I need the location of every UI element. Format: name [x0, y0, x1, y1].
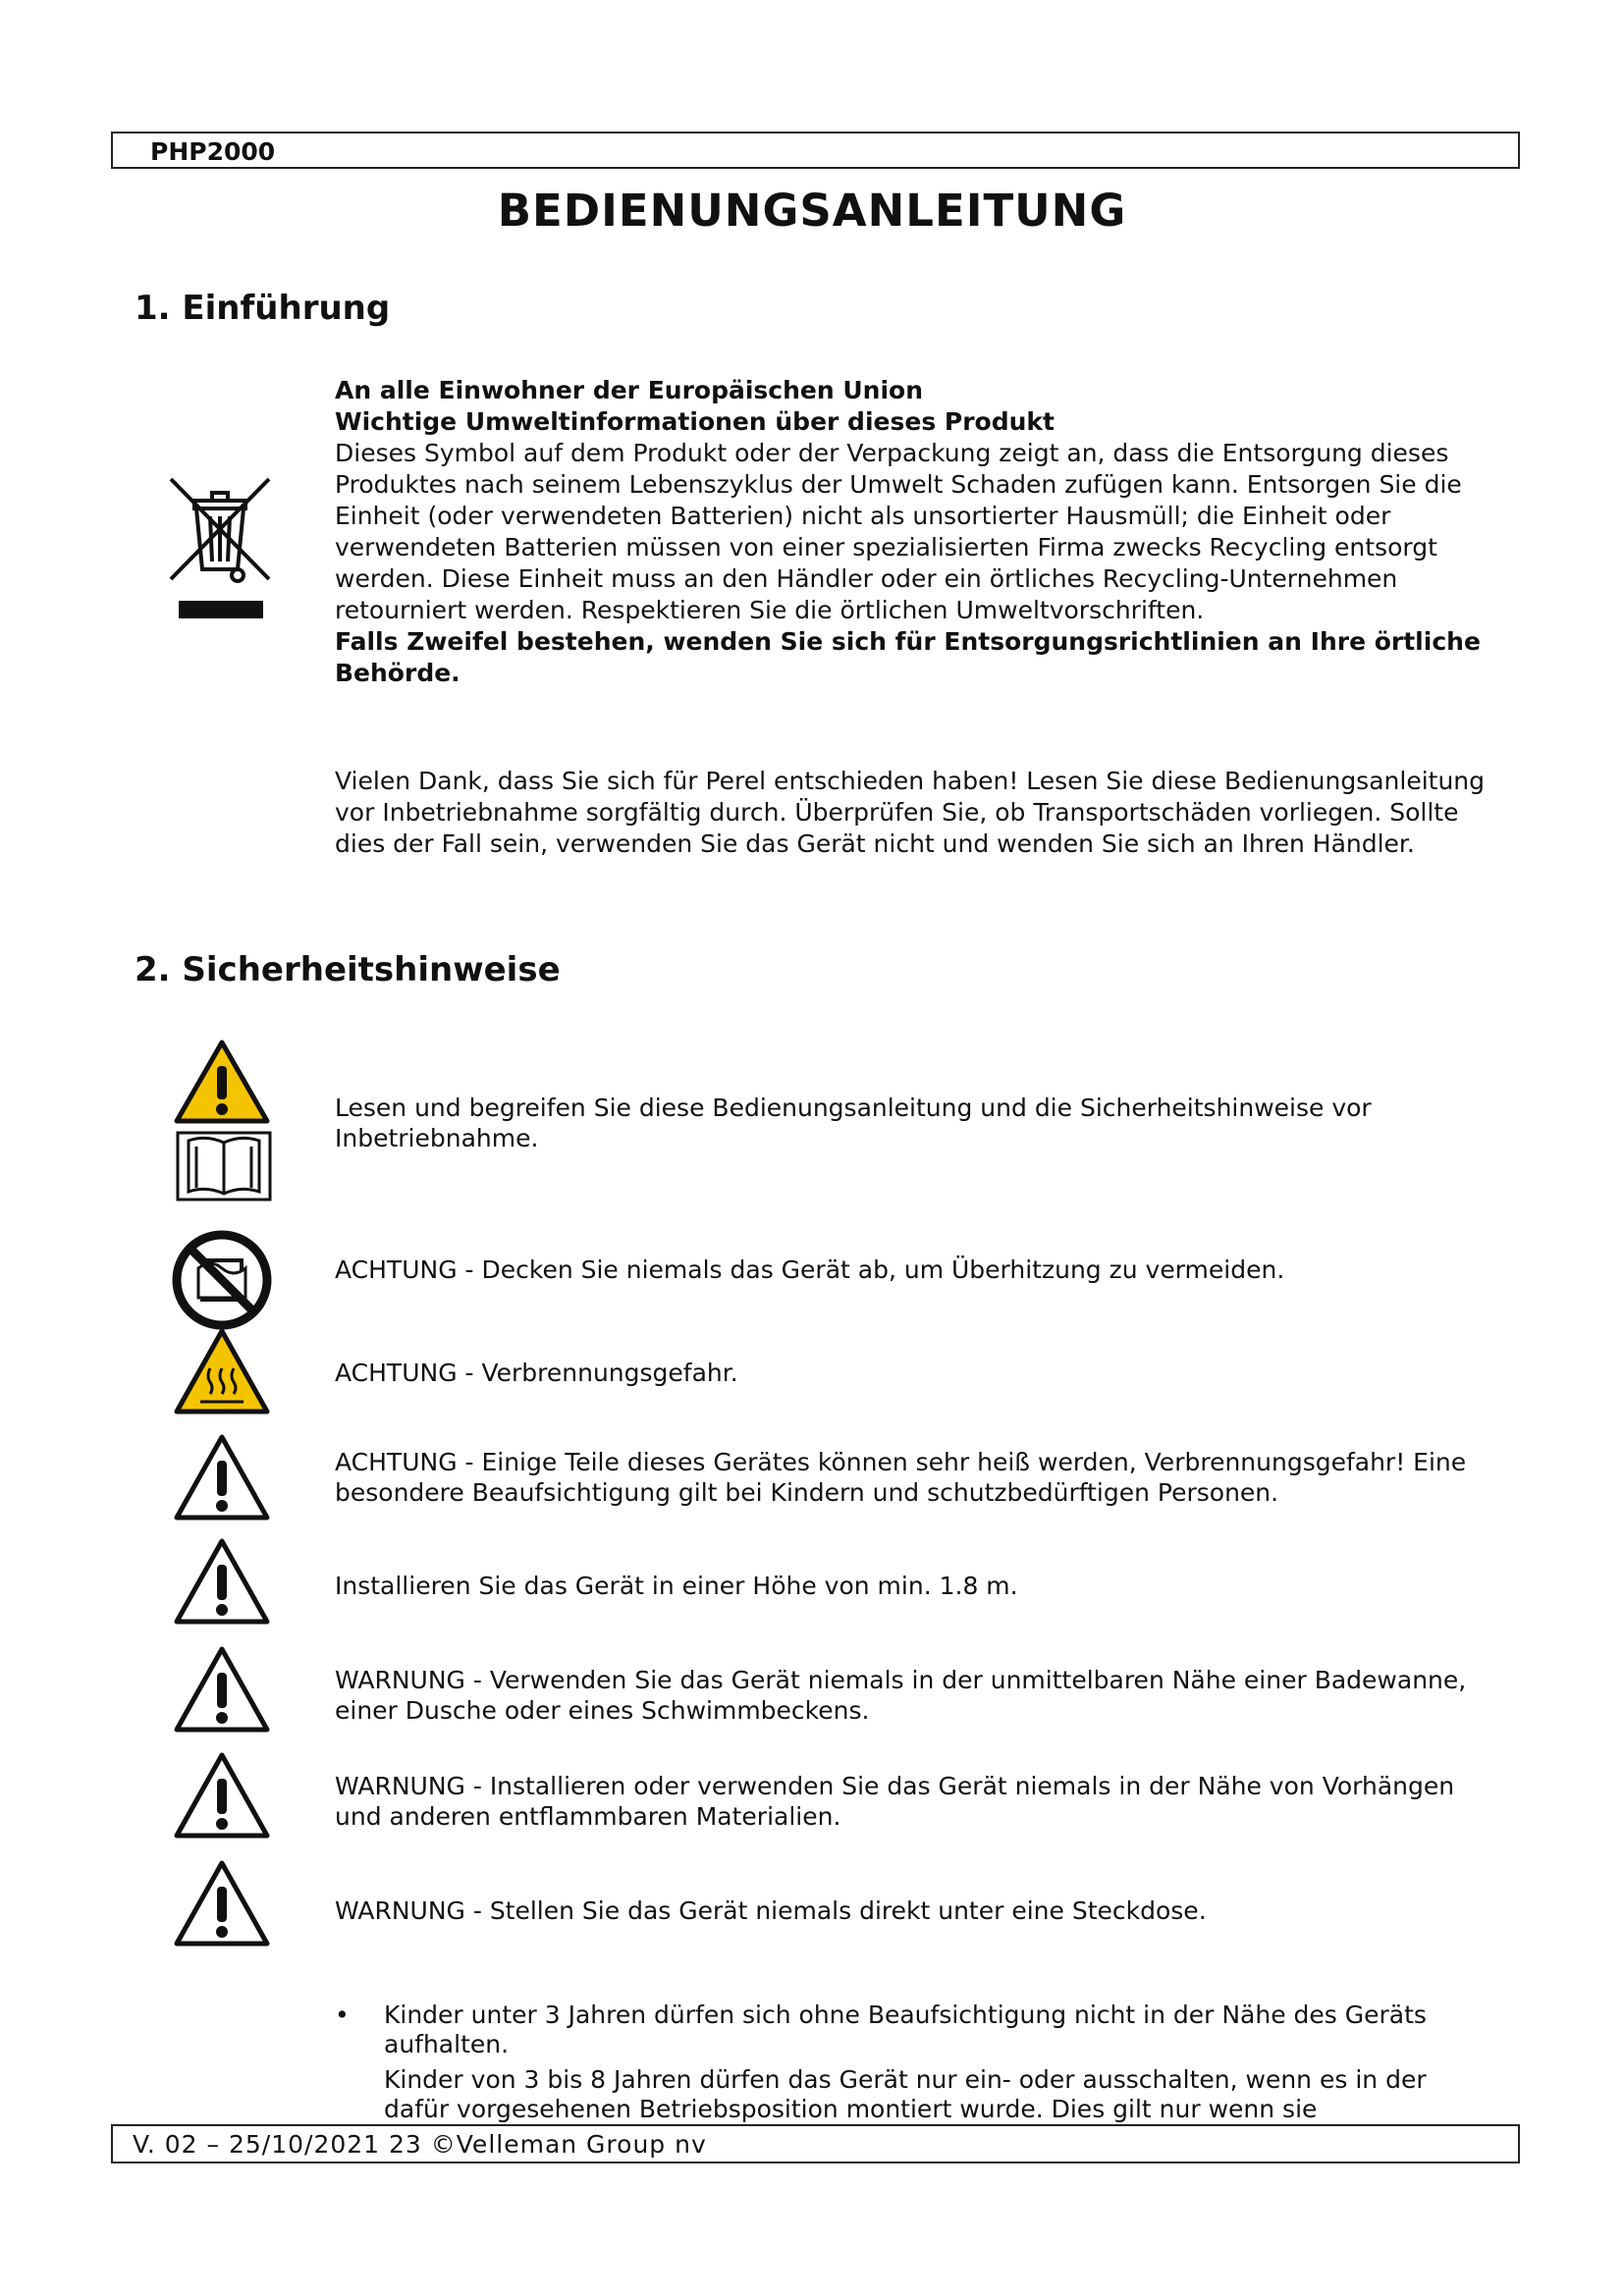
environment-info-block [335, 375, 1503, 689]
product-code: PHP2000 [150, 137, 276, 166]
warning-text-4: ACHTUNG - Einige Teile dieses Gerätes können sehr heiß werden, Verbrennungsgefahr! Eine besondere Beaufsichtigung gilt bei Kindern und schutzbedürftigen Personen. [335, 1448, 1467, 1507]
warning-text-5: Installieren Sie das Gerät in einer Höhe von min. 1.8 m. [335, 1572, 1018, 1600]
warning-triangle-icon [173, 1645, 271, 1737]
do-not-cover-icon [171, 1229, 273, 1335]
section-2-heading: 2. Sicherheitshinweise [135, 950, 561, 989]
bullet-text [384, 2001, 1493, 2130]
warning-triangle-icon [173, 1433, 271, 1525]
footer-bar [111, 2124, 1520, 2163]
env-bold-note: Falls Zweifel bestehen, wenden Sie sich für Entsorgungsrichtlinien an Ihre örtliche Behörde. [335, 627, 1481, 687]
warning-text-6: WARNUNG - Verwenden Sie das Gerät niemals in der unmittelbaren Nähe einer Badewanne, einer Dusche oder eines Schwimmbeckens. [335, 1666, 1467, 1725]
env-title-2: Wichtige Umweltinformationen über dieses Produkt [335, 407, 1055, 436]
warning-triangle-icon [173, 1859, 271, 1951]
bullet-paragraph-1: Kinder unter 3 Jahren dürfen sich ohne Beaufsichtigung nicht in der Nähe des Geräts aufhalten. [384, 2001, 1427, 2058]
warning-text-2: ACHTUNG - Decken Sie niemals das Gerät ab, um Überhitzung zu vermeiden. [335, 1255, 1285, 1284]
section-1-heading: 1. Einführung [135, 289, 391, 328]
warning-text-8: WARNUNG - Stellen Sie das Gerät niemals direkt unter eine Steckdose. [335, 1896, 1207, 1925]
thanks-text: Vielen Dank, dass Sie sich für Perel entschieden haben! Lesen Sie diese Bedienungsanleitung vor Inbetriebnahme sorgfältig durch. Überprüfen Sie, ob Transportschäden vorliegen. Sollte dies der Fall sein, verwenden Sie das Gerät nicht und wenden Sie sich an Ihren Händler. [335, 767, 1486, 858]
manual-book-icon [175, 1129, 273, 1207]
bullet-symbol: • [335, 2001, 350, 2029]
weee-bin-icon [167, 471, 275, 632]
warning-triangle-icon [173, 1537, 271, 1629]
document-title: BEDIENUNGSANLEITUNG [497, 185, 1127, 237]
header-bar [111, 132, 1520, 169]
env-body: Dieses Symbol auf dem Produkt oder der Verpackung zeigt an, dass die Entsorgung dieses Produktes nach seinem Lebenszyklus der Umwelt Schaden zufügen kann. Entsorgen Sie die Einheit (oder verwendeten Batterien) nicht als unsortierter Hausmüll; die Einheit oder verwendeten Batterien müssen von einer spezialisierten Firma zwecks Recycling entsorgt werden. Diese Einheit muss an den Händler oder ein örtliches Recycling-Unternehmen retourniert werden. Respektieren Sie die örtlichen Umweltvorschriften. [335, 439, 1462, 624]
warning-triangle-yellow-icon [173, 1039, 271, 1129]
bullet-paragraph-2: Kinder von 3 bis 8 Jahren dürfen das Gerät nur ein- oder ausschalten, wenn es in der dafür vorgesehenen Betriebsposition montiert wurde. Dies gilt nur wenn sie [384, 2065, 1427, 2123]
thanks-paragraph [335, 766, 1503, 860]
warning-triangle-icon [173, 1751, 271, 1843]
footer-text: V. 02 – 25/10/2021 23 ©Velleman Group nv [133, 2130, 707, 2159]
warning-text-7: WARNUNG - Installieren oder verwenden Sie das Gerät niemals in der Nähe von Vorhängen und anderen entflammbaren Materialien. [335, 1772, 1455, 1831]
env-title-1: An alle Einwohner der Europäischen Union [335, 376, 924, 404]
warning-text-3: ACHTUNG - Verbrennungsgefahr. [335, 1359, 738, 1387]
warning-text-1: Lesen und begreifen Sie diese Bedienungsanleitung und die Sicherheitshinweise vor Inbetriebnahme. [335, 1094, 1372, 1152]
hot-surface-icon [173, 1327, 271, 1421]
